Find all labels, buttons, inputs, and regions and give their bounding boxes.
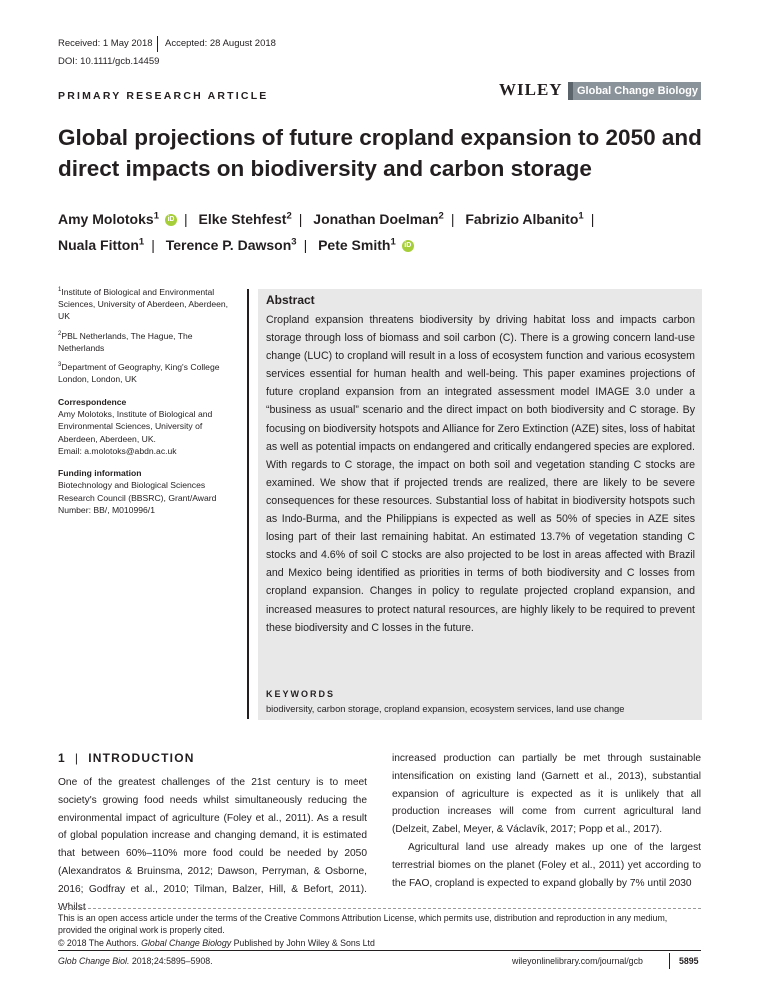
article-title: Global projections of future cropland expansion to 2050 and direct impacts on biodiversity and carbon storage: [58, 125, 702, 181]
received-date: Received: 1 May 2018: [58, 38, 153, 49]
author-name[interactable]: Nuala Fitton$^1$: [58, 236, 145, 253]
section-title: INTRODUCTION: [88, 751, 195, 765]
journal-badge: [568, 82, 701, 100]
author-name[interactable]: Jonathan Doelman$^2$: [313, 210, 444, 227]
keywords-heading: KEYWORDS: [266, 689, 336, 699]
correspondence-email[interactable]: Email: a.molotoks@abdn.ac.uk: [58, 445, 177, 456]
affiliation: $^3$Department of Geography, King's College London, London, UK: [58, 362, 220, 385]
footer-divider: [669, 953, 670, 969]
orcid-icon[interactable]: iD: [165, 214, 177, 226]
author-name[interactable]: Fabrizio Albanito$^1$: [465, 210, 584, 227]
author-line-1: [58, 210, 601, 227]
paragraph: One of the greatest challenges of the 21st century is to meet society's growing food needs whilst simultaneously reducing the environmental impact of agriculture (Foley et al., 2011). As a result of global population increase and changing demand, it is estimated that between 60%–110% more food could be needed by 2050 (Alexandratos & Bruinsma, 2012; Dawson, Perryman, & Osborne, 2016; Godfray et al., 2010; Tilman, Balzer, Hill, & Befort, 2011). Whilst: [58, 777, 367, 913]
funding-heading: Funding information: [58, 468, 142, 479]
author-separator: |: [298, 210, 303, 227]
paragraph: increased production can partially be met through sustainable intensification on existing land (Garnett et al., 2013), substantial expansion of agriculture is expected as it is unlikely that all production increases will come from current agricultural land (Delzeit, Zabel, Meyer, & Václavík, 2017; Popp et al., 2017).: [392, 753, 701, 836]
footer-citation: Glob Change Biol. 2018;24:5895–5908.: [58, 956, 213, 966]
author-separator: |: [183, 210, 188, 227]
intro-left-column: [58, 774, 367, 916]
footer-rule: [58, 950, 701, 951]
publisher-logo: WILEY: [499, 80, 563, 99]
author-separator: |: [303, 236, 308, 253]
author-name[interactable]: Pete Smith$^1$: [318, 236, 396, 253]
section-heading: [58, 751, 195, 765]
header-divider: [157, 36, 158, 52]
abstract-text: Cropland expansion threatens biodiversity by driving habitat loss and impacts carbon storage through loss of biomass and soil carbon (C). There is a growing concern land-use change (LUC) to cropland will result in a loss of ecosystem function and various ecosystem services essential for human health and well-being. This paper examines projections of future cropland expansion from an integrated assessment model IMAGE 3.0 under a “business as usual” scenario and the direct impact on both biodiversity and C storage. By focusing on biodiversity hotspots and Alliance for Zero Extinction (AZE) sites, loss of habitat as well as potential impacts on endangered and critically endangered species are explored. With regards to C storage, the impact on both soil and vegetation standing C stocks are examined. We show that if projected trends are realized, there are likely to be severe consequences for these resources. Substantial loss of habitat in biodiversity hotspots such as Indo-Burma, and the Philippians is expected as well as 50% of species in AZE sites losing part of their last remaining habitat. An estimated 13.7% of vegetation standing C stocks and 4.6% of soil C stocks are also projected to be lost in areas affected with Brazil and Mexico being identified as priorities in terms of both biodiversity and C losses from cropland expansion. Changes in policy to regulate projected cropland expansion, and increased measures to protect natural resources, are highly likely to be required to prevent these biodiversity and C losses in the future.: [266, 314, 695, 634]
author-line-2: [58, 236, 414, 253]
correspondence-heading: Correspondence: [58, 396, 127, 407]
copyright-line: © 2018 The Authors. Global Change Biology Published by John Wiley & Sons Ltd: [58, 937, 375, 948]
journal-badge-mark: [568, 82, 573, 100]
page-number: 5895: [679, 956, 699, 966]
author-separator: |: [590, 210, 595, 227]
article-type-label: PRIMARY RESEARCH ARTICLE: [58, 90, 269, 102]
accepted-date: Accepted: 28 August 2018: [165, 38, 276, 49]
affiliation: $^2$PBL Netherlands, The Hague, The Netherlands: [58, 330, 193, 353]
orcid-icon[interactable]: iD: [402, 240, 414, 252]
license-notice: [58, 912, 701, 949]
paragraph: Agricultural land use already makes up one of the largest terrestrial biomes on the planet (Foley et al., 2011) yet according to the FAO, cropland is expected to expand globally by 7% until 2030: [392, 841, 701, 889]
sidebar-info: [58, 284, 236, 516]
footer-dashed-rule: [58, 908, 701, 909]
keywords-text: biodiversity, carbon storage, cropland expansion, ecosystem services, land use change: [266, 704, 625, 714]
author-name[interactable]: Amy Molotoks$^1$: [58, 210, 159, 227]
correspondence-text: Amy Molotoks, Institute of Biological and Environmental Sciences, University of Aberdeen, Aberdeen, UK.: [58, 408, 213, 444]
funding-text: Biotechnology and Biological Sciences Research Council (BBSRC), Grant/Award Number: BB/, M010996/1: [58, 480, 217, 516]
author-name[interactable]: Elke Stehfest$^2$: [198, 210, 292, 227]
abstract-heading: Abstract: [266, 293, 315, 307]
section-number: 1: [58, 751, 66, 765]
license-text: This is an open access article under the terms of the Creative Commons Attribution License, which permits use, distribution and reproduction in any medium, provided the original work is properly cited.: [58, 913, 668, 936]
intro-right-column: [392, 750, 701, 892]
section-separator: |: [74, 751, 80, 765]
author-separator: |: [151, 236, 155, 253]
footer-url[interactable]: wileyonlinelibrary.com/journal/gcb: [512, 956, 643, 966]
author-name[interactable]: Terence P. Dawson$^3$: [165, 236, 297, 253]
abstract-rule: [247, 289, 249, 719]
affiliation: $^1$Institute of Biological and Environmental Sciences, University of Aberdeen, Aberdeen, UK: [58, 286, 229, 322]
author-separator: |: [450, 210, 455, 227]
doi-link[interactable]: DOI: 10.1111/gcb.14459: [58, 56, 160, 67]
journal-name: Global Change Biology: [577, 85, 699, 97]
